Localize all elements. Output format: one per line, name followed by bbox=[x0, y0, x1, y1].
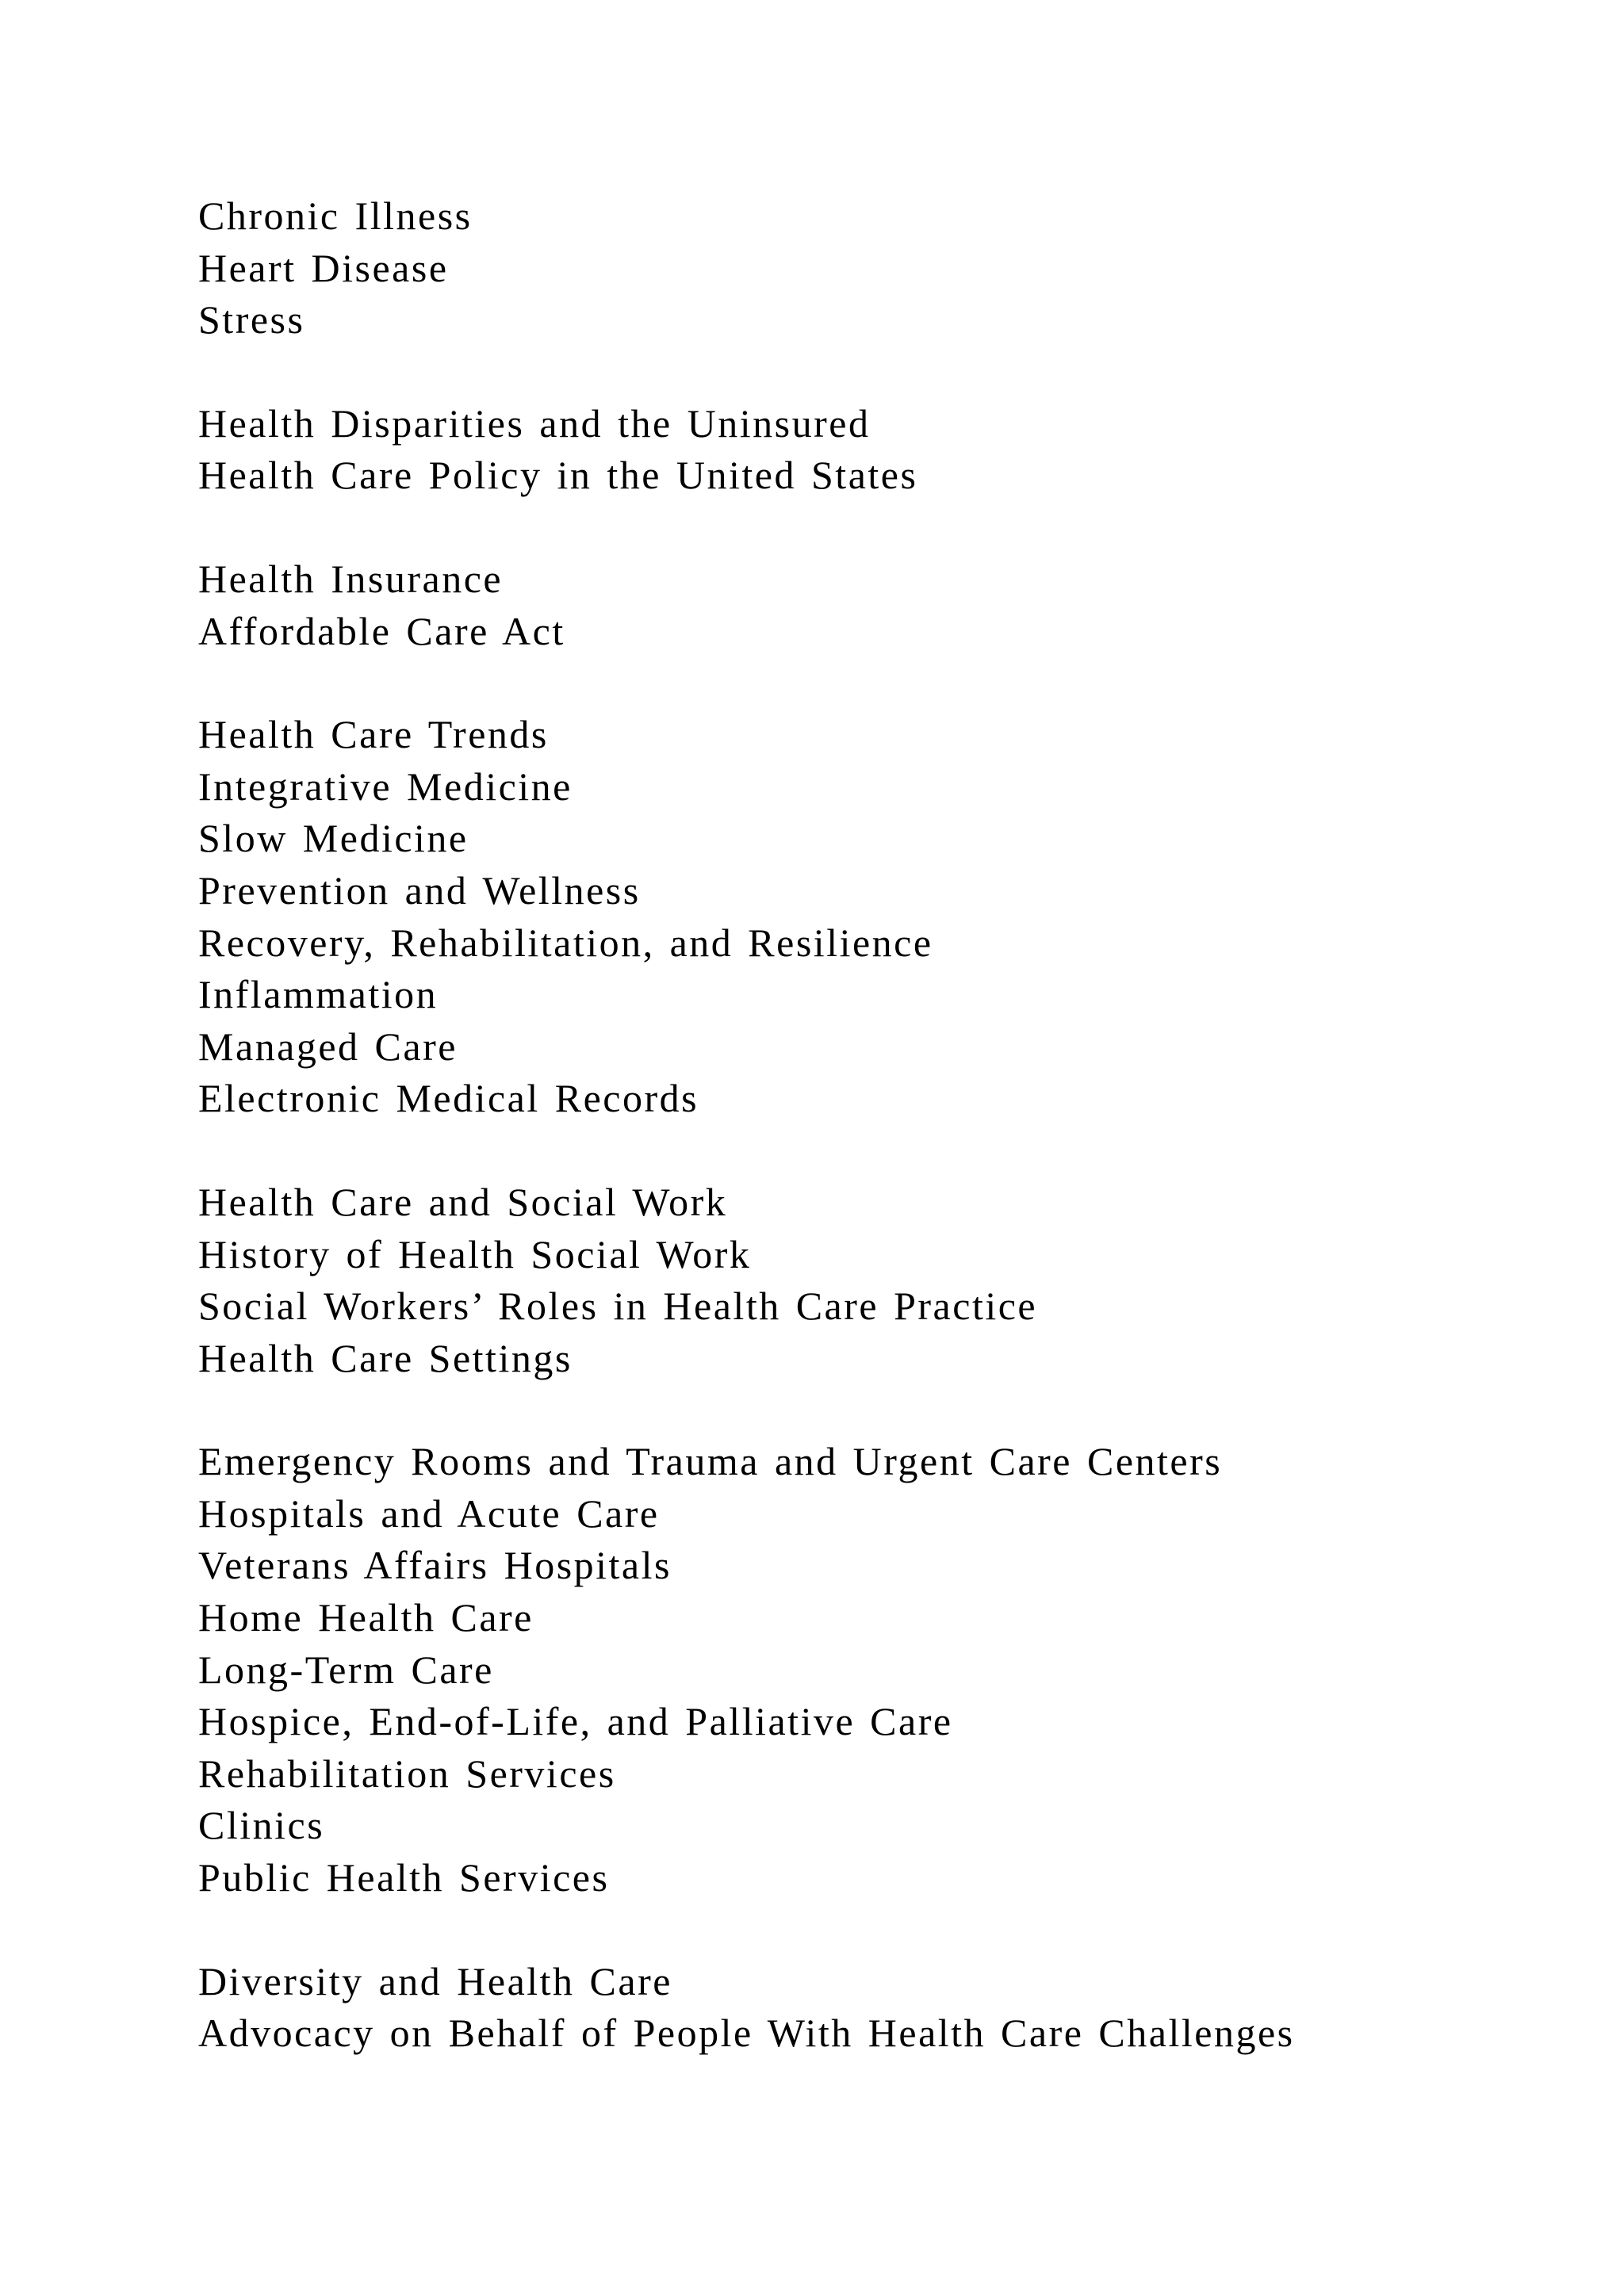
topic-list bbox=[198, 190, 1594, 2111]
list-item: Social Workers’ Roles in Health Care Practice bbox=[198, 1284, 1038, 1329]
list-item: Advocacy on Behalf of People With Health Care Challenges bbox=[198, 2011, 1295, 2056]
group-diversity bbox=[198, 1956, 1594, 2060]
list-item: Heart Disease bbox=[198, 245, 449, 290]
list-item: Health Care Trends bbox=[198, 712, 549, 757]
list-item: Diversity and Health Care bbox=[198, 1958, 672, 2003]
list-item: Health Insurance bbox=[198, 556, 504, 601]
group-chronic-illness bbox=[198, 190, 1594, 346]
group-care-settings bbox=[198, 1436, 1594, 1904]
list-item: Chronic Illness bbox=[198, 193, 473, 238]
list-item: Electronic Medical Records bbox=[198, 1076, 699, 1121]
list-item: Hospice, End-of-Life, and Palliative Care bbox=[198, 1699, 953, 1744]
list-item: Emergency Rooms and Trauma and Urgent Care Centers bbox=[198, 1439, 1223, 1484]
list-item: Clinics bbox=[198, 1803, 325, 1848]
list-item: Managed Care bbox=[198, 1024, 458, 1069]
list-item: Home Health Care bbox=[198, 1595, 534, 1640]
list-item: Prevention and Wellness bbox=[198, 867, 641, 913]
group-health-insurance bbox=[198, 553, 1594, 657]
list-item: Slow Medicine bbox=[198, 816, 469, 861]
group-health-disparities bbox=[198, 398, 1594, 502]
list-item: Hospitals and Acute Care bbox=[198, 1490, 660, 1536]
list-item: Health Disparities and the Uninsured bbox=[198, 400, 871, 446]
list-item: Health Care and Social Work bbox=[198, 1179, 728, 1224]
list-item: Inflammation bbox=[198, 972, 439, 1017]
list-item: Health Care Settings bbox=[198, 1335, 573, 1380]
list-item: History of Health Social Work bbox=[198, 1231, 752, 1276]
list-item: Stress bbox=[198, 297, 305, 342]
list-item: Veterans Affairs Hospitals bbox=[198, 1543, 672, 1588]
list-item: Public Health Services bbox=[198, 1855, 610, 1900]
list-item: Health Care Policy in the United States bbox=[198, 453, 918, 498]
list-item: Affordable Care Act bbox=[198, 608, 565, 653]
list-item: Long-Term Care bbox=[198, 1647, 494, 1692]
group-health-care-trends bbox=[198, 709, 1594, 1125]
list-item: Rehabilitation Services bbox=[198, 1751, 616, 1796]
group-health-care-social-work bbox=[198, 1177, 1594, 1384]
list-item: Recovery, Rehabilitation, and Resilience bbox=[198, 920, 933, 965]
list-item: Integrative Medicine bbox=[198, 763, 573, 809]
